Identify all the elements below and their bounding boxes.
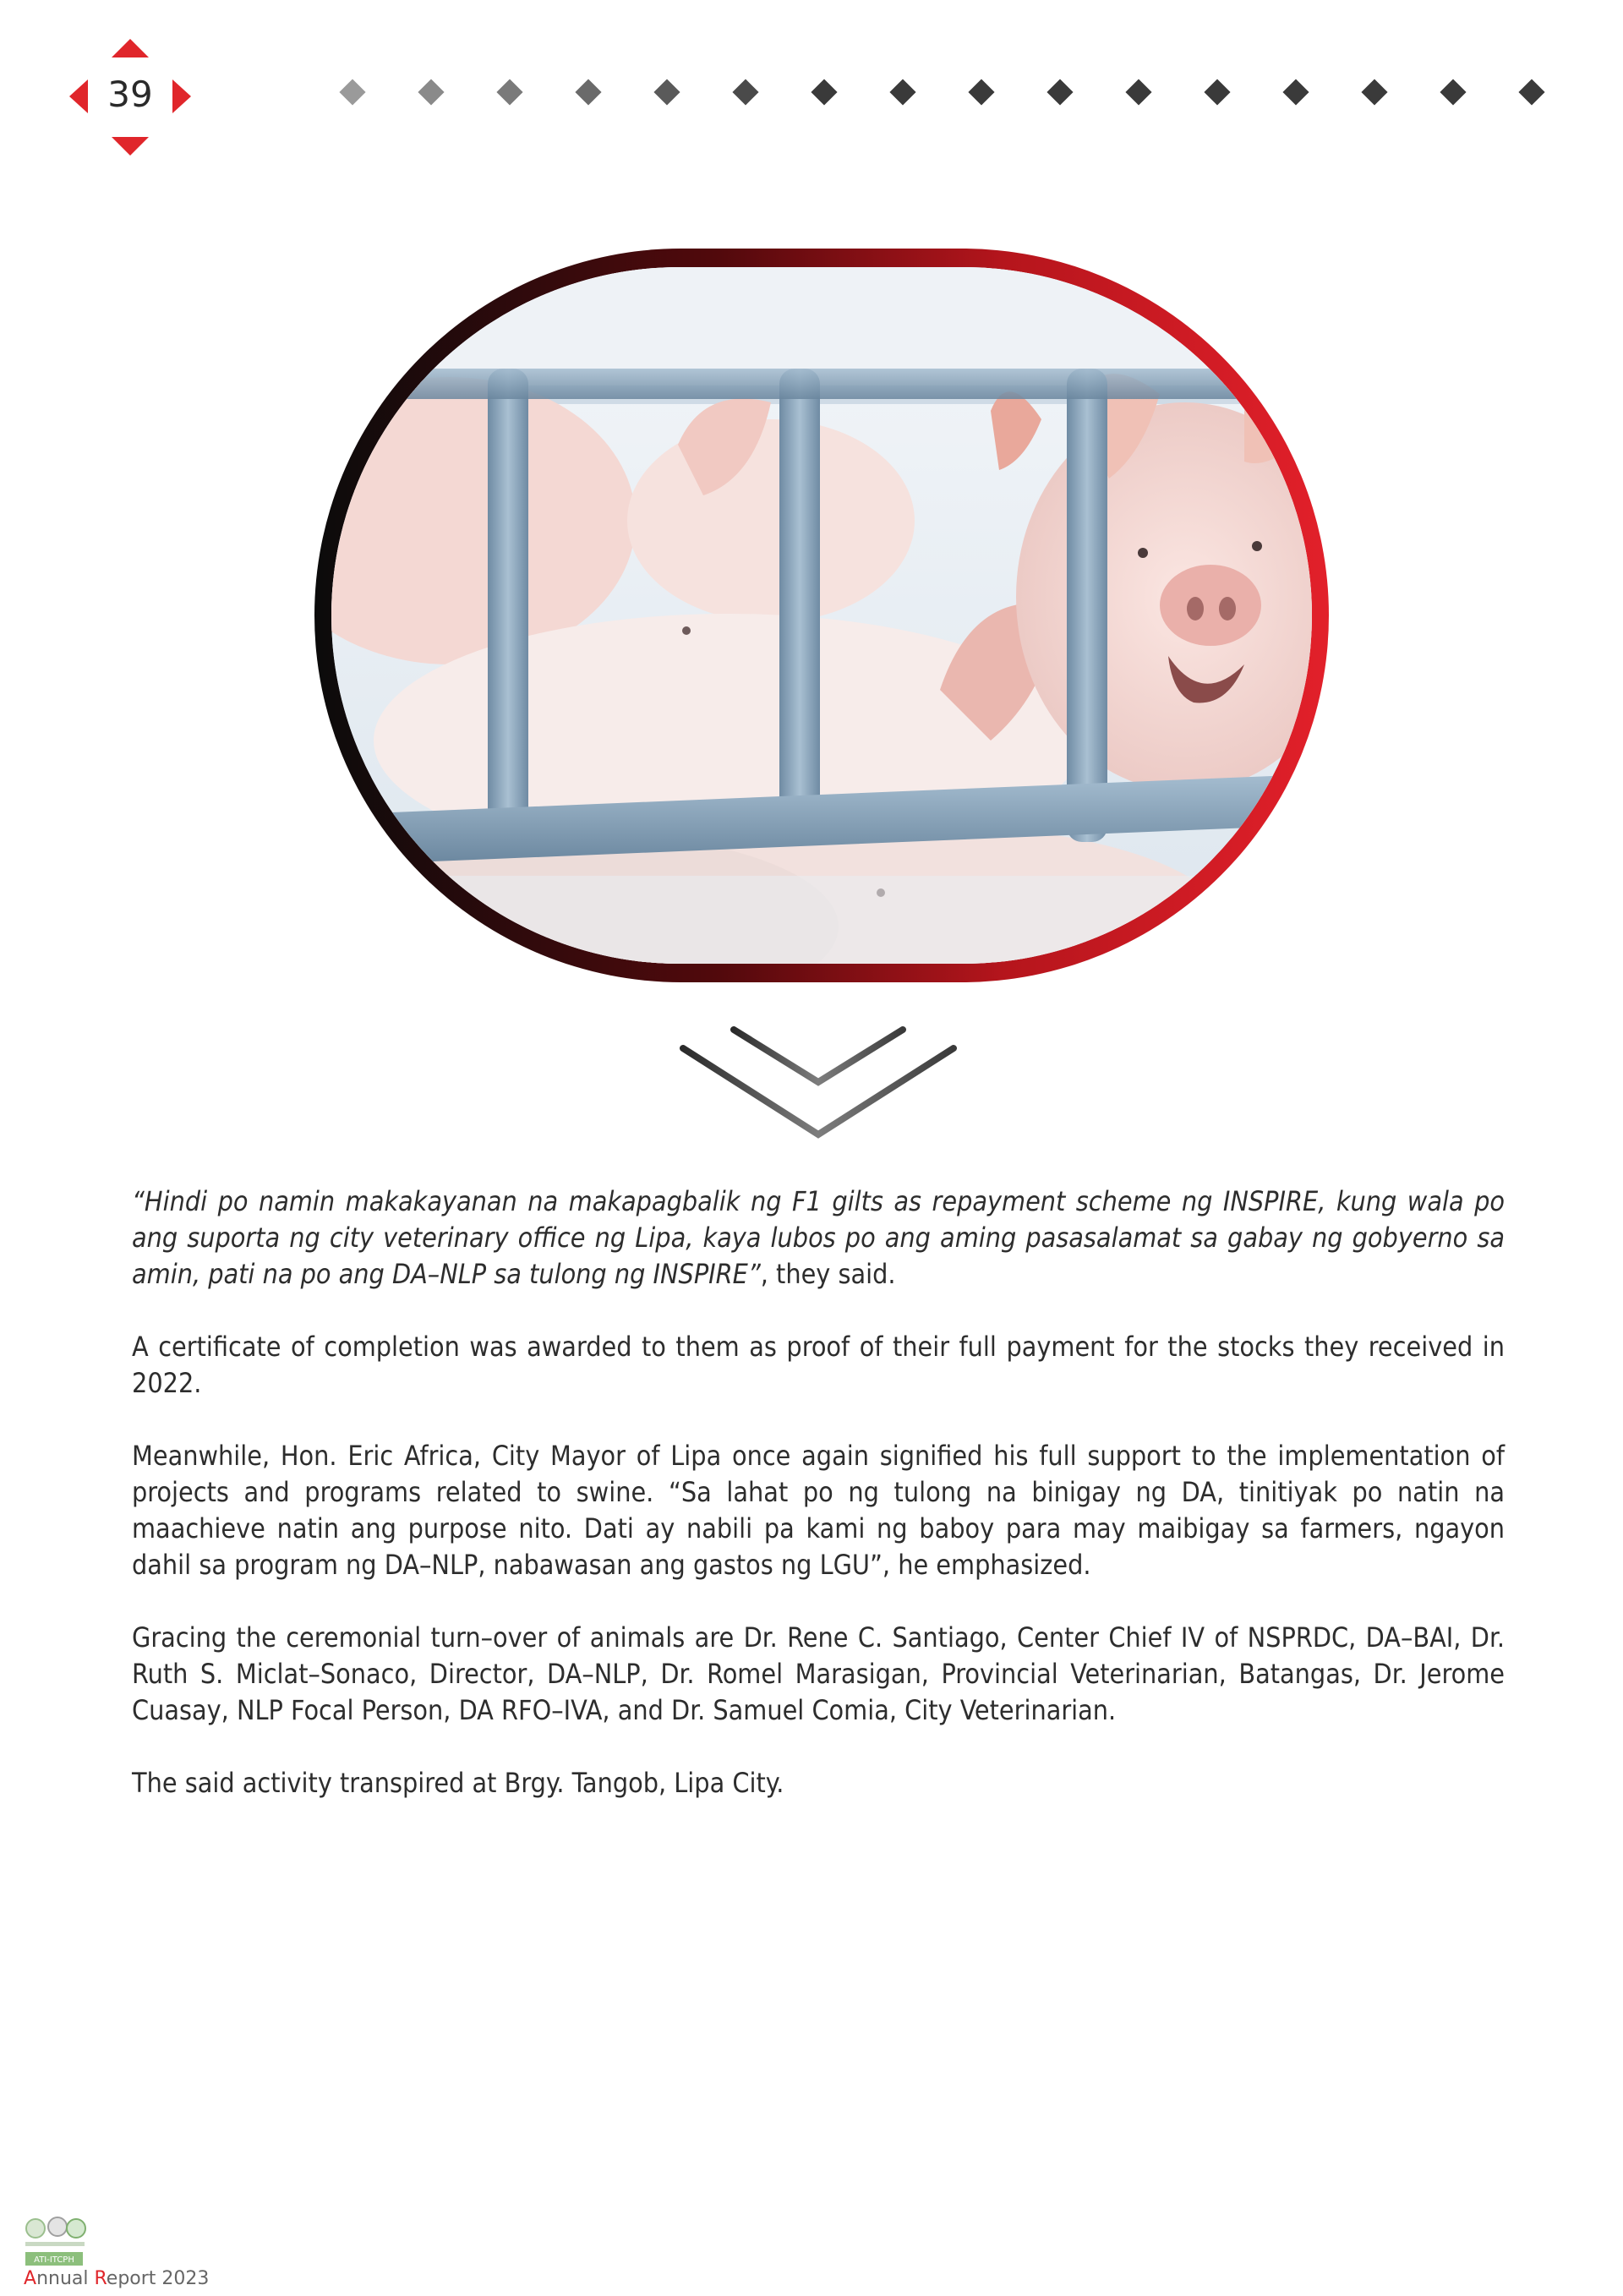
- paragraph-venue: The said activity transpired at Brgy. Tangob, Lipa City.: [132, 1767, 784, 1799]
- diamond-icon: [496, 79, 522, 105]
- paragraph-guests: Gracing the ceremonial turn–over of animals are Dr. Rene C. Santiago, Center Chief IV of NSPRDC, DA–BAI, Dr. Ruth S. Miclat–Sonaco, Director, DA–NLP, Dr. Romel Marasigan, Provincial Veterinarian, Batangas, Dr. Jerome Cuasay, NLP Focal Person, DA RFO–IVA, and Dr. Samuel Comia, City Veterinarian.: [132, 1621, 1505, 1726]
- annual-report-label: [24, 2267, 209, 2291]
- diamond-icon: [1361, 79, 1387, 105]
- diamond-icon: [1046, 79, 1073, 105]
- footer-text-annual: nnual: [36, 2268, 95, 2289]
- diamond-icon: [1125, 79, 1151, 105]
- footer: [22, 2215, 242, 2291]
- page-number-block: [66, 37, 194, 157]
- diamond-icon: [811, 79, 837, 105]
- farmer-quote: “Hindi po namin makakayanan na makapagbalik ng F1 gilts as repayment scheme ng INSPIRE, kung wala po ang suporta ng city veterinary office ng Lipa, kaya lubos po ang aming pasasalamat sa gabay ng gobyerno sa amin, pati na po ang DA–NLP sa tulong ng INSPIRE”: [132, 1185, 1505, 1290]
- diamond-icon: [418, 79, 444, 105]
- arrow-left-icon: [69, 79, 88, 113]
- double-chevron-down-icon: [676, 1020, 960, 1146]
- footer-letter-a: A: [24, 2268, 37, 2289]
- logo-label: ATI-ITCPH: [34, 2255, 74, 2265]
- arrow-down-icon: [112, 137, 149, 156]
- diamond-icon: [653, 79, 680, 105]
- diamond-icon: [1204, 79, 1230, 105]
- diamond-icon: [575, 79, 601, 105]
- article-body: [132, 1184, 1505, 1838]
- quote-attribution: , they said.: [760, 1258, 896, 1290]
- diamond-icon: [1518, 79, 1544, 105]
- arrow-up-icon: [112, 39, 149, 57]
- pigs-behind-gate-photo: [331, 267, 1312, 964]
- footer-text-report-year: eport 2023: [106, 2268, 210, 2289]
- decorative-diamond-row: [343, 83, 1560, 113]
- diamond-icon: [1282, 79, 1309, 105]
- ati-itcph-logo: [24, 2215, 88, 2267]
- diamond-icon: [968, 79, 994, 105]
- diamond-icon: [1440, 79, 1466, 105]
- paragraph-certificate: A certificate of completion was awarded to them as proof of their full payment for the stocks they received in 2022.: [132, 1331, 1505, 1399]
- diamond-icon: [889, 79, 915, 105]
- arrow-right-icon: [172, 79, 191, 113]
- diamond-icon: [339, 79, 365, 105]
- footer-letter-r: R: [94, 2268, 107, 2289]
- photo-illustration: [331, 267, 1312, 964]
- paragraph-mayor: Meanwhile, Hon. Eric Africa, City Mayor of Lipa once again signified his full support to the implementation of projects and programs related to swine. “Sa lahat po ng tulong na binigay ng DA, tinitiyak po natin na maachieve natin ang purpose nito. Dati ay nabili pa kami ng baboy para may maibigay sa farmers, ngayon dahil sa program ng DA–NLP, nabawasan ang gastos ng LGU”, he emphasized.: [132, 1440, 1505, 1581]
- diamond-icon: [732, 79, 758, 105]
- quote-paragraph: [132, 1184, 1505, 1293]
- page-number: 39: [107, 74, 153, 115]
